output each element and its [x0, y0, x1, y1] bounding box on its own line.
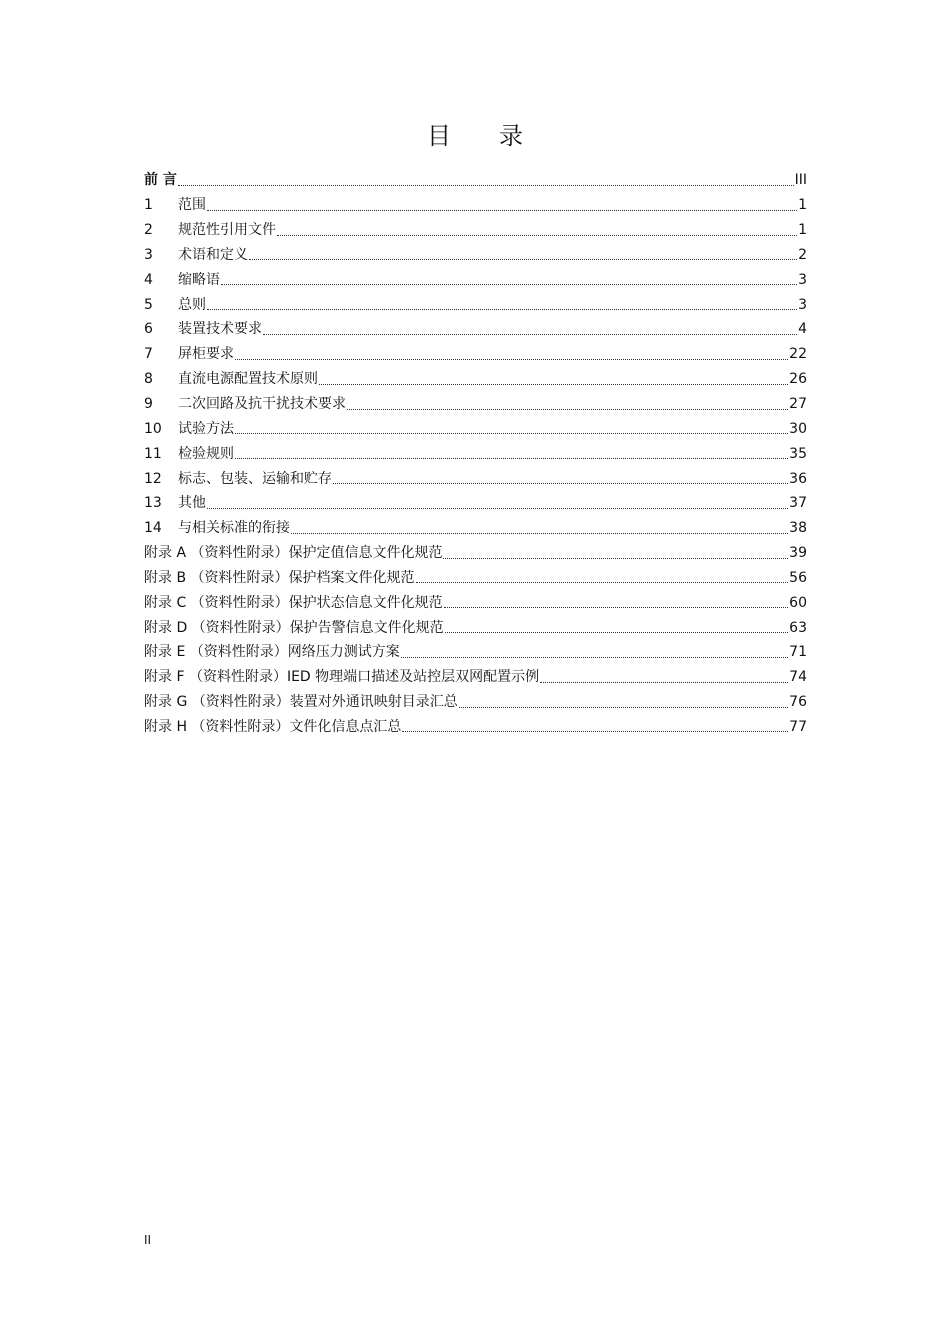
toc-entry-page: III: [794, 172, 807, 189]
toc-entry[interactable]: [144, 218, 807, 243]
toc-entry-number: 10: [144, 420, 162, 437]
page-number: II: [144, 1233, 152, 1247]
toc-entry-label: 附录 E （资料性附录）网络压力测试方案: [144, 644, 400, 661]
dot-leader: [319, 384, 788, 385]
toc-entry-label: 二次回路及抗干扰技术要求: [178, 396, 346, 413]
dot-leader: [540, 682, 788, 683]
toc-entry-label: 附录 F （资料性附录）IED 物理端口描述及站控层双网配置示例: [144, 669, 540, 686]
toc-entry-page: 37: [789, 495, 807, 512]
table-of-contents: [144, 168, 807, 739]
toc-entry-label: 附录 H （资料性附录）文件化信息点汇总: [144, 718, 402, 735]
toc-entry[interactable]: [144, 566, 807, 591]
toc-entry-label: 附录 G （资料性附录）装置对外通讯映射目录汇总: [144, 694, 458, 711]
dot-leader: [459, 707, 788, 708]
toc-entry-page: 77: [789, 718, 807, 735]
dot-leader: [249, 259, 797, 260]
toc-entry-number: 6: [144, 321, 153, 338]
toc-entry-number: 7: [144, 346, 153, 363]
toc-entry-label: 其他: [178, 495, 206, 512]
toc-entry[interactable]: [144, 392, 807, 417]
toc-entry-number: 1: [144, 197, 153, 214]
toc-entry-number: 12: [144, 470, 162, 487]
dot-leader: [402, 731, 788, 732]
toc-entry-label: 规范性引用文件: [178, 222, 276, 239]
toc-entry-label: 与相关标准的衔接: [178, 520, 290, 537]
toc-entry-number: 2: [144, 222, 153, 239]
toc-entry[interactable]: [144, 590, 807, 615]
toc-entry-number: 5: [144, 296, 153, 313]
toc-entry-label: 附录 B （资料性附录）保护档案文件化规范: [144, 569, 415, 586]
toc-entry-label: 范围: [178, 197, 206, 214]
toc-entry[interactable]: [144, 441, 807, 466]
dot-leader: [443, 558, 788, 559]
dot-leader: [277, 235, 797, 236]
toc-entry[interactable]: [144, 342, 807, 367]
toc-entry-label: 标志、包装、运输和贮存: [178, 470, 332, 487]
dot-leader: [235, 433, 788, 434]
toc-entry[interactable]: [144, 292, 807, 317]
toc-entry[interactable]: [144, 640, 807, 665]
toc-entry-label: 术语和定义: [178, 246, 248, 263]
dot-leader: [178, 185, 794, 186]
toc-entry-page: 2: [798, 246, 807, 263]
dot-leader: [291, 533, 788, 534]
toc-entry-label: 缩略语: [178, 271, 220, 288]
toc-entry-number: 11: [144, 445, 162, 462]
toc-entry-page: 35: [789, 445, 807, 462]
toc-entry[interactable]: [144, 491, 807, 516]
toc-entry-page: 56: [789, 569, 807, 586]
toc-entry-label: 附录 D （资料性附录）保护告警信息文件化规范: [144, 619, 444, 636]
toc-entry-label: 检验规则: [178, 445, 234, 462]
toc-entry[interactable]: [144, 367, 807, 392]
toc-entry[interactable]: [144, 715, 807, 740]
toc-entry-page: 36: [789, 470, 807, 487]
dot-leader: [207, 508, 788, 509]
toc-entry-label: 试验方法: [178, 420, 234, 437]
toc-entry-label: 装置技术要求: [178, 321, 262, 338]
toc-entry-page: 74: [789, 669, 807, 686]
toc-entry[interactable]: [144, 615, 807, 640]
toc-entry-page: 1: [798, 197, 807, 214]
toc-entry-number: 14: [144, 520, 162, 537]
toc-entry-page: 63: [789, 619, 807, 636]
toc-entry-page: 39: [789, 545, 807, 562]
toc-entry[interactable]: [144, 193, 807, 218]
dot-leader: [401, 657, 788, 658]
toc-entry[interactable]: [144, 267, 807, 292]
toc-entry-page: 26: [789, 371, 807, 388]
toc-entry-number: 3: [144, 246, 153, 263]
toc-entry-label: 附录 A （资料性附录）保护定值信息文件化规范: [144, 545, 443, 562]
toc-entry[interactable]: [144, 541, 807, 566]
toc-entry-page: 4: [798, 321, 807, 338]
dot-leader: [347, 409, 788, 410]
toc-entry-label: 直流电源配置技术原则: [178, 371, 318, 388]
toc-entry[interactable]: [144, 466, 807, 491]
toc-title: 目 录: [427, 122, 523, 150]
toc-entry-page: 3: [798, 296, 807, 313]
toc-entry-page: 38: [789, 520, 807, 537]
dot-leader: [416, 582, 789, 583]
dot-leader: [207, 210, 797, 211]
dot-leader: [221, 284, 797, 285]
dot-leader: [263, 334, 797, 335]
toc-entry[interactable]: [144, 665, 807, 690]
toc-entry-page: 3: [798, 271, 807, 288]
toc-entry-number: 4: [144, 271, 153, 288]
toc-entry-label: 附录 C （资料性附录）保护状态信息文件化规范: [144, 594, 443, 611]
toc-entry-page: 30: [789, 420, 807, 437]
toc-entry-page: 27: [789, 396, 807, 413]
toc-entry[interactable]: [144, 168, 807, 193]
dot-leader: [445, 632, 788, 633]
toc-entry-page: 22: [789, 346, 807, 363]
toc-entry-number: 9: [144, 396, 153, 413]
dot-leader: [207, 309, 797, 310]
toc-entry[interactable]: [144, 317, 807, 342]
dot-leader: [444, 607, 788, 608]
toc-entry[interactable]: [144, 690, 807, 715]
toc-entry-label: 总则: [178, 296, 206, 313]
toc-entry-page: 60: [789, 594, 807, 611]
toc-entry[interactable]: [144, 243, 807, 268]
toc-entry-page: 76: [789, 694, 807, 711]
toc-entry-label: 前 言: [144, 172, 177, 189]
toc-entry-number: 8: [144, 371, 153, 388]
dot-leader: [235, 359, 788, 360]
dot-leader: [235, 458, 788, 459]
toc-entry-page: 71: [789, 644, 807, 661]
dot-leader: [333, 483, 788, 484]
toc-entry-label: 屏柜要求: [178, 346, 234, 363]
toc-entry[interactable]: [144, 516, 807, 541]
toc-entry-number: 13: [144, 495, 162, 512]
toc-entry-page: 1: [798, 222, 807, 239]
toc-entry[interactable]: [144, 416, 807, 441]
